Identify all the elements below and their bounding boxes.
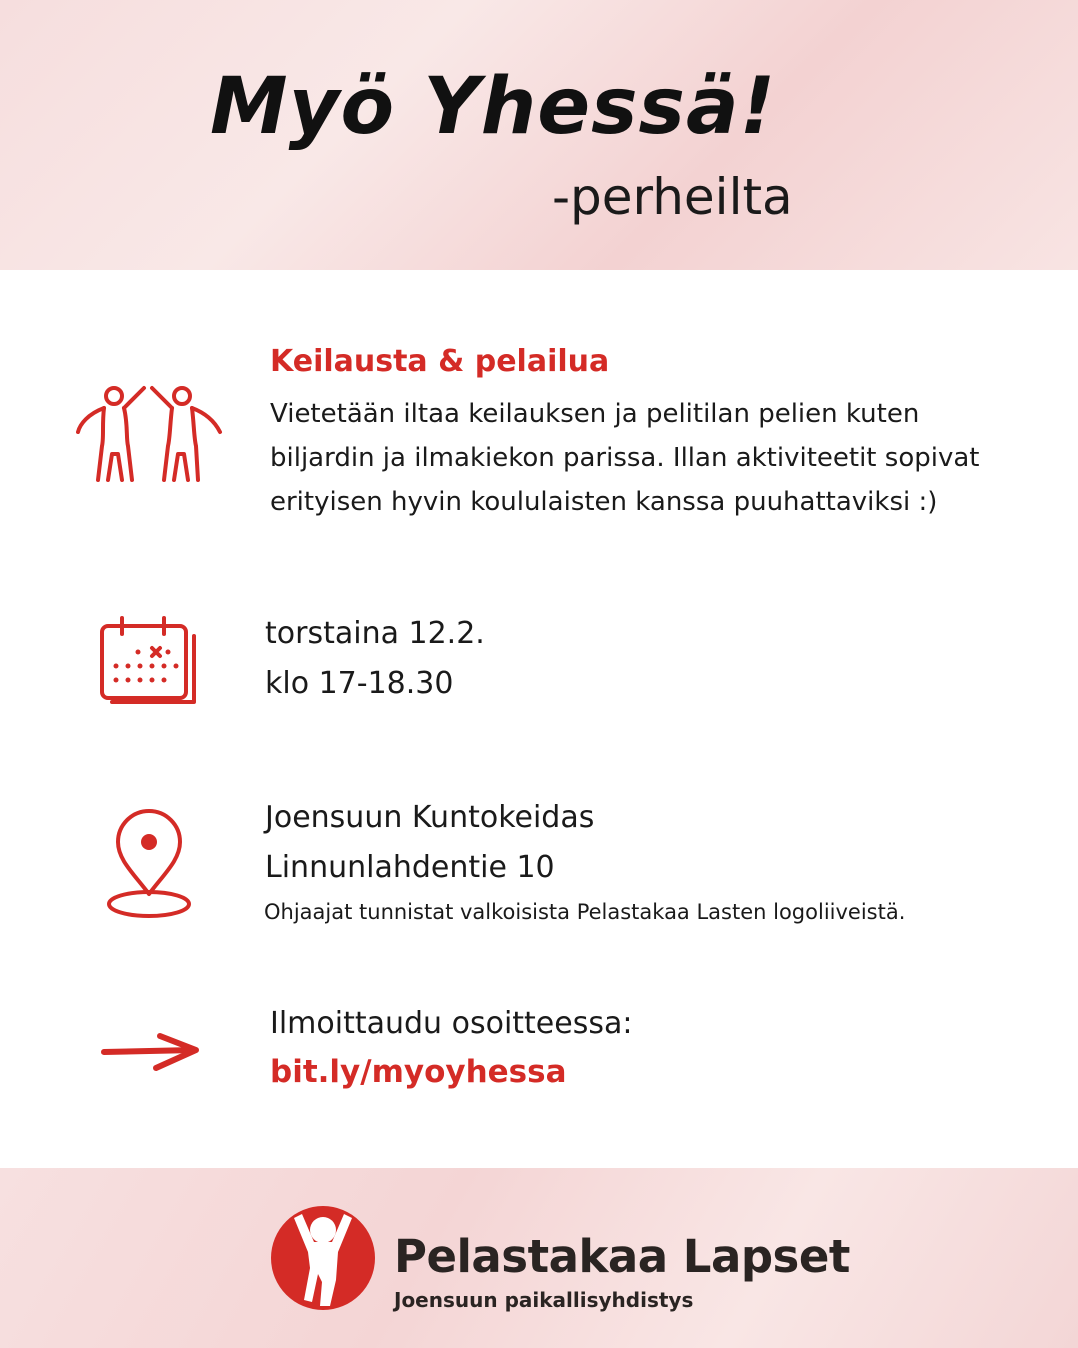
venue-address: Linnunlahdentie 10: [265, 850, 555, 885]
arrow-right-icon: [100, 1030, 202, 1074]
venue-name: Joensuun Kuntokeidas: [265, 800, 595, 835]
event-time: klo 17-18.30: [265, 666, 454, 701]
location-pin-icon: [104, 808, 194, 920]
activity-heading: Keilausta & pelailua: [270, 344, 610, 379]
org-name: Pelastakaa Lapset: [394, 1230, 850, 1283]
calendar-icon: [98, 614, 202, 706]
event-date: torstaina 12.2.: [265, 616, 485, 651]
people-high-five-icon: [74, 384, 224, 486]
venue-note: Ohjaajat tunnistat valkoisista Pelastakaa Lasten logoliiveistä.: [264, 900, 906, 924]
page-title: Myö Yhessä!: [210, 62, 777, 152]
activity-description: Vietetään iltaa keilauksen ja pelitilan pelien kuten biljardin ja ilmakiekon parissa. Illan aktiviteetit sopivat erityisen hyvin koululaisten kanssa puuhattaviksi :): [270, 399, 980, 517]
registration-label: Ilmoittaudu osoitteessa:: [270, 1006, 633, 1041]
org-subtitle: Joensuun paikallisyhdistys: [394, 1288, 694, 1312]
page-subtitle: -perheilta: [552, 168, 793, 226]
child-raising-arms-logo: [268, 1202, 378, 1314]
registration-link[interactable]: bit.ly/myoyhessa: [270, 1054, 567, 1090]
